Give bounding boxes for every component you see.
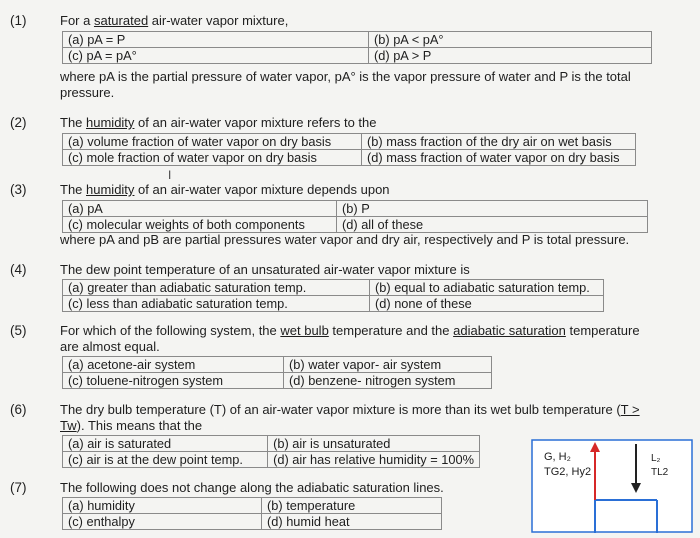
option-a[interactable]: (a) pA = P [63,32,369,48]
options-table [62,133,636,166]
liquid-labels: L₂ TL2 [651,453,669,478]
option-d[interactable]: (d) benzene- nitrogen system [284,373,492,389]
option-a[interactable]: (a) humidity [63,498,262,514]
question-number: (7) [10,480,27,495]
question-note: where pA and pB are partial pressures water vapor and dry air, respectively and P is total pressure. [60,232,630,247]
option-d[interactable]: (d) humid heat [262,514,442,530]
option-d[interactable]: (d) mass fraction of water vapor on dry basis [362,150,636,166]
text-cursor-icon: I [168,168,172,182]
question-number: (4) [10,262,27,277]
option-a[interactable]: (a) pA [63,201,337,217]
question-number: (2) [10,115,27,130]
options-table [62,497,442,530]
question-number: (5) [10,323,27,338]
option-c[interactable]: (c) less than adiabatic saturation temp. [63,296,370,312]
option-b[interactable]: (b) P [337,201,648,217]
options-table [62,356,492,389]
question-note: where pA is the partial pressure of water vapor, pA° is the vapor pressure of water and P is the total pressure. [60,69,631,100]
option-a[interactable]: (a) volume fraction of water vapor on dry basis [63,134,362,150]
option-b[interactable]: (b) mass fraction of the dry air on wet basis [362,134,636,150]
option-d[interactable]: (d) pA > P [369,48,652,64]
option-b[interactable]: (b) air is unsaturated [268,436,480,452]
option-a[interactable]: (a) air is saturated [63,436,268,452]
options-table [62,435,480,468]
column-diagram [530,438,695,533]
option-c[interactable]: (c) pA = pA° [63,48,369,64]
question-stem: The dry bulb temperature (T) of an air-water vapor mixture is more than its wet bulb temperature (T > Tw). This means that the [60,402,640,433]
option-b[interactable]: (b) equal to adiabatic saturation temp. [370,280,604,296]
option-d[interactable]: (d) air has relative humidity = 100% [268,452,480,468]
option-b[interactable]: (b) temperature [262,498,442,514]
option-c[interactable]: (c) molecular weights of both components [63,217,337,233]
question-stem: The dew point temperature of an unsaturated air-water vapor mixture is [60,262,470,277]
option-c[interactable]: (c) mole fraction of water vapor on dry basis [63,150,362,166]
question-number: (1) [10,13,27,28]
question-number: (6) [10,402,27,417]
option-c[interactable]: (c) toluene-nitrogen system [63,373,284,389]
option-c[interactable]: (c) air is at the dew point temp. [63,452,268,468]
options-table [62,279,604,312]
gas-labels: G, H₂ TG2, Hy2 [544,451,592,478]
option-c[interactable]: (c) enthalpy [63,514,262,530]
question-stem: The humidity of an air-water vapor mixture refers to the [60,115,377,130]
question-stem: For a saturated air-water vapor mixture, [60,13,289,28]
option-b[interactable]: (b) pA < pA° [369,32,652,48]
option-d[interactable]: (d) all of these [337,217,648,233]
option-a[interactable]: (a) acetone-air system [63,357,284,373]
question-stem: For which of the following system, the wet bulb temperature and the adiabatic saturation temperature are almost equal. [60,323,640,354]
options-table [62,200,648,233]
question-number: (3) [10,182,27,197]
option-b[interactable]: (b) water vapor- air system [284,357,492,373]
question-stem: The following does not change along the adiabatic saturation lines. [60,480,444,495]
option-d[interactable]: (d) none of these [370,296,604,312]
question-stem: The humidity of an air-water vapor mixture depends upon [60,182,390,197]
option-a[interactable]: (a) greater than adiabatic saturation temp. [63,280,370,296]
options-table [62,31,652,64]
